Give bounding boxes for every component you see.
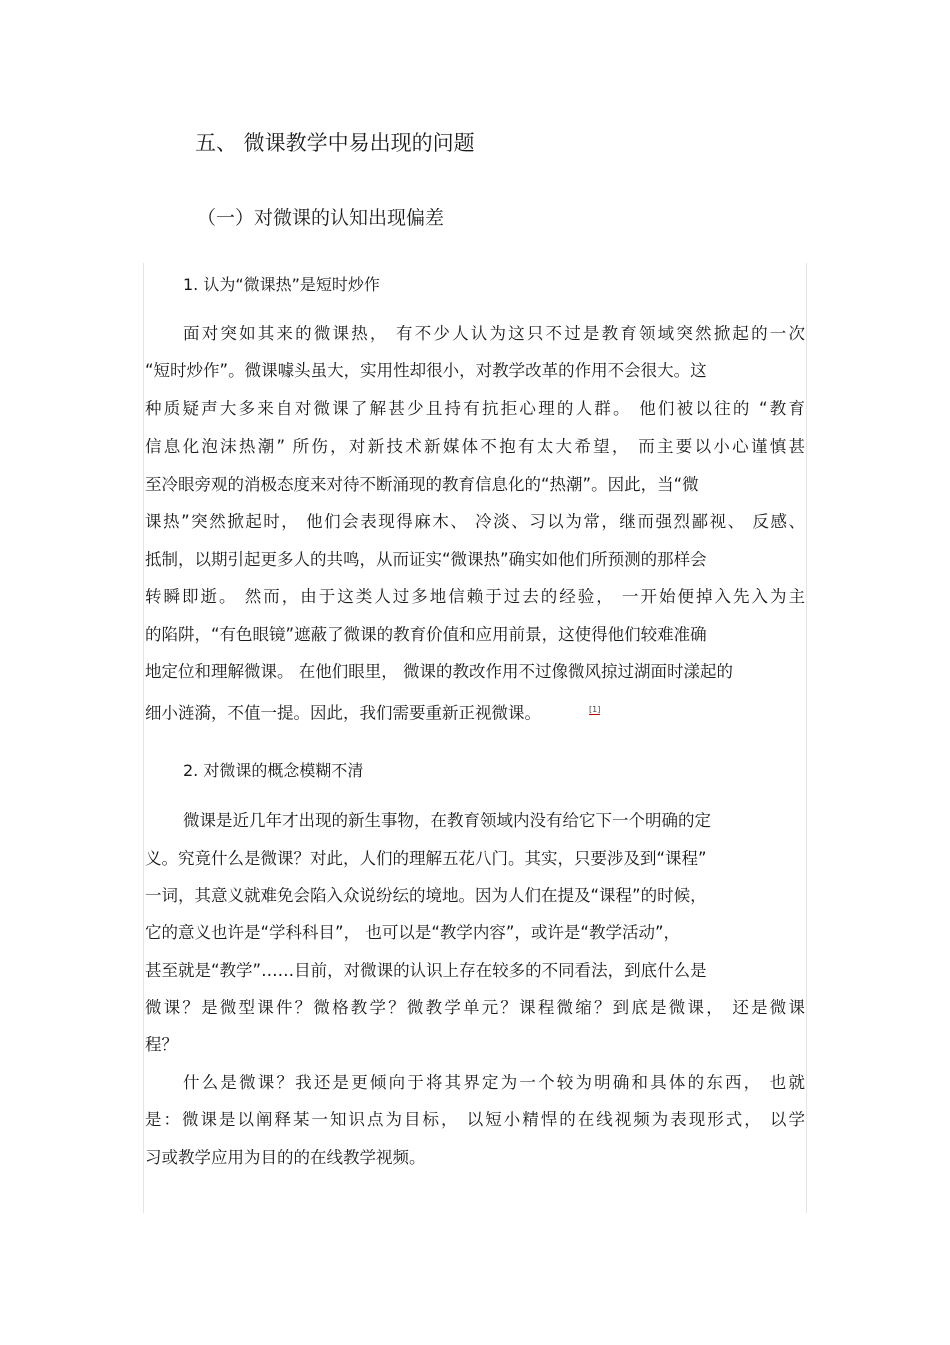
- section-title: 五、 微课教学中易出现的问题: [195, 131, 475, 155]
- paragraph-text: 细小涟漪，不值一提。因此，我们需要重新正视微课。: [145, 703, 541, 723]
- paragraph-line: 一词，其意义就难免会陷入众说纷纭的境地。因为人们在提及“课程”的时候，: [145, 886, 707, 905]
- paragraph-line: 微课是近几年才出现的新生事物，在教育领域内没有给它下一个明确的定: [183, 811, 711, 830]
- paragraph-line: 抵制，以期引起更多人的共鸣，从而证实“微课热”确实如他们所预测的那样会: [145, 550, 707, 569]
- item2-heading: 2. 对微课的概念模糊不清: [183, 761, 364, 780]
- page-frame-right: [806, 263, 807, 1213]
- paragraph-line: 义。究竟什么是微课？对此，人们的理解五花八门。其实，只要涉及到“课程”: [145, 849, 707, 868]
- paragraph-line: [145, 699, 600, 725]
- item1-heading: 1. 认为“微课热”是短时炒作: [183, 275, 380, 294]
- paragraph-line: 微课？是微型课件？微格教学？微教学单元？课程微缩？到底是微课， 还是微课: [145, 998, 805, 1017]
- paragraph-line: 地定位和理解微课。 在他们眼里， 微课的教改作用不过像微风掠过湖面时漾起的: [145, 662, 733, 681]
- paragraph-line: 是：微课是以阐释某一知识点为目标， 以短小精悍的在线视频为表现形式， 以学: [145, 1110, 805, 1129]
- paragraph-line: 种质疑声大多来自对微课了解甚少且持有抗拒心理的人群。 他们被以往的 “教育: [145, 399, 805, 418]
- paragraph-line: 面对突如其来的微课热， 有不少人认为这只不过是教育领域突然掀起的一次: [183, 324, 805, 343]
- paragraph-line: 什么是微课？我还是更倾向于将其界定为一个较为明确和具体的东西， 也就: [183, 1073, 805, 1092]
- paragraph-line: 转瞬即逝。 然而，由于这类人过多地信赖于过去的经验， 一开始便掉入先入为主: [145, 587, 805, 606]
- paragraph-line: 课热”突然掀起时， 他们会表现得麻木、 冷淡、习以为常，继而强烈鄙视、 反感、: [145, 512, 805, 531]
- citation-link[interactable]: [1]: [589, 705, 601, 714]
- subsection-title: （一）对微课的认知出现偏差: [197, 207, 445, 229]
- paragraph-line: 习或教学应用为目的的在线教学视频。: [145, 1148, 426, 1167]
- paragraph-line: “短时炒作”。微课噱头虽大，实用性却很小，对教学改革的作用不会很大。这: [145, 361, 707, 380]
- page-frame-left: [143, 263, 144, 1213]
- paragraph-line: 至冷眼旁观的消极态度来对待不断涌现的教育信息化的“热潮”。因此，当“微: [145, 475, 699, 494]
- paragraph-line: 甚至就是“教学”……目前，对微课的认识上存在较多的不同看法，到底什么是: [145, 961, 707, 980]
- paragraph-line: 它的意义也许是“学科科目”， 也可以是“教学内容”，或许是“教学活动”，: [145, 923, 681, 942]
- paragraph-line: 程？: [145, 1035, 178, 1054]
- paragraph-line: 信息化泡沫热潮” 所伤，对新技术新媒体不抱有太大希望， 而主要以小心谨慎甚: [145, 437, 805, 456]
- paragraph-line: 的陷阱，“有色眼镜”遮蔽了微课的教育价值和应用前景，这使得他们较难准确: [145, 625, 707, 644]
